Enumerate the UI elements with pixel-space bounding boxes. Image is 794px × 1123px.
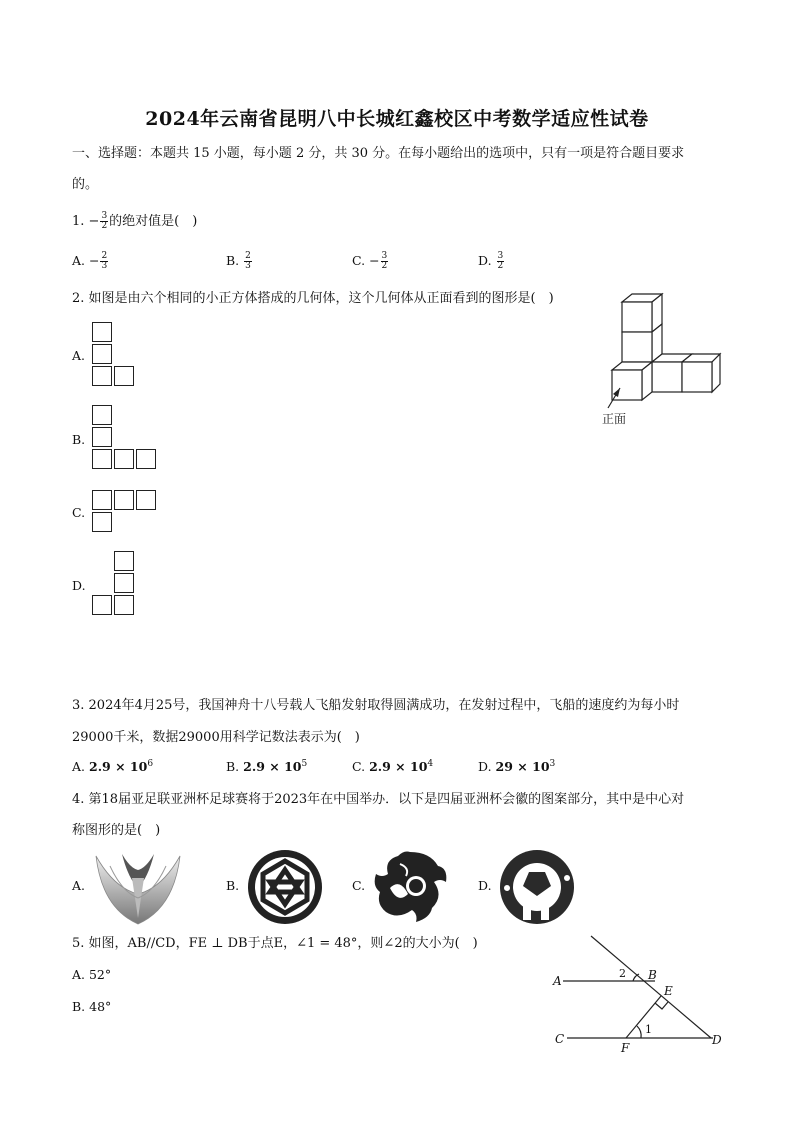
q1-option-b-num: 2 (245, 251, 251, 261)
point-c-label: C (555, 1032, 565, 1046)
q1-option-c-num: 3 (381, 251, 388, 261)
q1-option-c[interactable] (352, 252, 389, 271)
q3-option-a-base: 2.9 × 10 (89, 759, 148, 775)
q1-suffix: 的绝对值是( ) (109, 214, 198, 229)
question-2: 2. 如图是由六个相同的小正方体搭成的几何体，这个几何体从正面看到的图形是( ) (72, 291, 554, 306)
angle-2-label: 2 (619, 967, 626, 980)
point-e-label: E (664, 984, 673, 998)
point-f-label: F (621, 1041, 630, 1055)
q3-option-c[interactable] (352, 759, 433, 774)
section-instructions-line1: 一、选择题：本题共 15 小题，每小题 2 分，共 30 分。在每小题给出的选项中，只有一项是符合题目要求 (72, 146, 685, 161)
q3-option-a-label: A. (72, 759, 86, 775)
q1-option-b-den: 3 (245, 261, 251, 271)
q1-option-a-num: 2 (101, 251, 108, 261)
q1-frac-den: 2 (101, 221, 108, 231)
q3-option-a-exp: 6 (147, 759, 154, 769)
q1-option-d-den: 2 (497, 261, 504, 271)
q5-geometry-figure (545, 930, 735, 1055)
q4-option-d-emblem[interactable] (497, 848, 577, 926)
point-a-label: A (553, 974, 562, 988)
q2-option-d-label[interactable]: D. (72, 578, 86, 593)
q1-fraction (100, 212, 108, 231)
q1-option-a-den: 3 (101, 261, 108, 271)
angle-2-arc (633, 974, 639, 981)
exam-title: 2024年云南省昆明八中长城红鑫校区中考数学适应性试卷 (145, 108, 649, 130)
q3-option-d-base: 29 × 10 (495, 759, 550, 775)
q4-option-c-label[interactable]: C. (352, 878, 366, 893)
q1-option-a[interactable] (72, 252, 109, 271)
angle-1-label: 1 (645, 1023, 652, 1036)
q4-option-c-emblem[interactable] (370, 848, 450, 926)
q3-option-b-label: B. (226, 759, 240, 775)
q2-option-a-figure[interactable] (92, 322, 140, 392)
q3-option-d-label: D. (478, 759, 492, 775)
right-angle-mark (655, 1002, 668, 1009)
q4-option-a-emblem[interactable] (92, 848, 184, 926)
q4-option-b-label[interactable]: B. (226, 878, 240, 893)
q3-option-d[interactable] (478, 759, 555, 774)
q1-option-c-den: 2 (381, 261, 388, 271)
point-b-label: B (648, 968, 657, 982)
q2-cube-figure (600, 290, 730, 430)
q1-frac-num: 3 (101, 211, 108, 221)
q2-option-c-figure[interactable] (92, 490, 162, 538)
question-5: 5. 如图，AB//CD，FE ⊥ DB于点E，∠1 = 48°，则∠2的大小为( ) (72, 936, 478, 951)
q2-option-c-label[interactable]: C. (72, 505, 86, 520)
q2-option-d-figure[interactable] (92, 551, 140, 621)
question-1 (72, 212, 197, 231)
q1-option-c-label: C. − (352, 253, 380, 268)
line-fe (626, 996, 661, 1038)
q3-option-b-exp: 5 (301, 759, 308, 769)
q2-option-a-label[interactable]: A. (72, 348, 86, 363)
q1-prefix: 1. − (72, 214, 100, 229)
q4-option-a-label[interactable]: A. (72, 878, 86, 893)
q5-option-b[interactable]: B. 48° (72, 999, 112, 1014)
point-d-label: D (712, 1033, 722, 1047)
q3-option-a[interactable] (72, 759, 153, 774)
question-3-line2: 29000千米，数据29000用科学记数法表示为( ) (72, 730, 360, 745)
q4-option-b-emblem[interactable] (245, 848, 325, 926)
q5-option-a[interactable]: A. 52° (72, 967, 112, 982)
q3-option-c-base: 2.9 × 10 (369, 759, 428, 775)
q3-option-d-exp: 3 (549, 759, 556, 769)
q2-option-b-figure[interactable] (92, 405, 162, 475)
question-4-line2: 称图形的是( ) (72, 823, 161, 838)
q1-option-d[interactable] (478, 252, 505, 271)
q3-option-c-label: C. (352, 759, 366, 775)
angle-1-arc (637, 1026, 641, 1038)
question-4-line1: 4. 第18届亚足联亚洲杯足球赛将于2023年在中国举办．以下是四届亚洲杯会徽的图案部分，其中是中心对 (72, 792, 685, 807)
q1-option-d-num: 3 (497, 251, 504, 261)
q1-option-b-label: B. (226, 253, 244, 268)
q3-option-b-base: 2.9 × 10 (243, 759, 302, 775)
question-3-line1: 3. 2024年4月25号，我国神舟十八号载人飞船发射取得圆满成功，在发射过程中，飞船的速度约为每小时 (72, 698, 680, 713)
section-instructions-line2: 的。 (72, 177, 99, 192)
q1-option-b[interactable] (226, 252, 253, 271)
q3-option-b[interactable] (226, 759, 307, 774)
q1-option-a-label: A. − (72, 253, 100, 268)
q4-option-d-label[interactable]: D. (478, 878, 492, 893)
q2-option-b-label[interactable]: B. (72, 432, 86, 447)
front-label: 正面 (602, 412, 627, 426)
q1-option-d-label: D. (478, 253, 496, 268)
q3-option-c-exp: 4 (427, 759, 434, 769)
